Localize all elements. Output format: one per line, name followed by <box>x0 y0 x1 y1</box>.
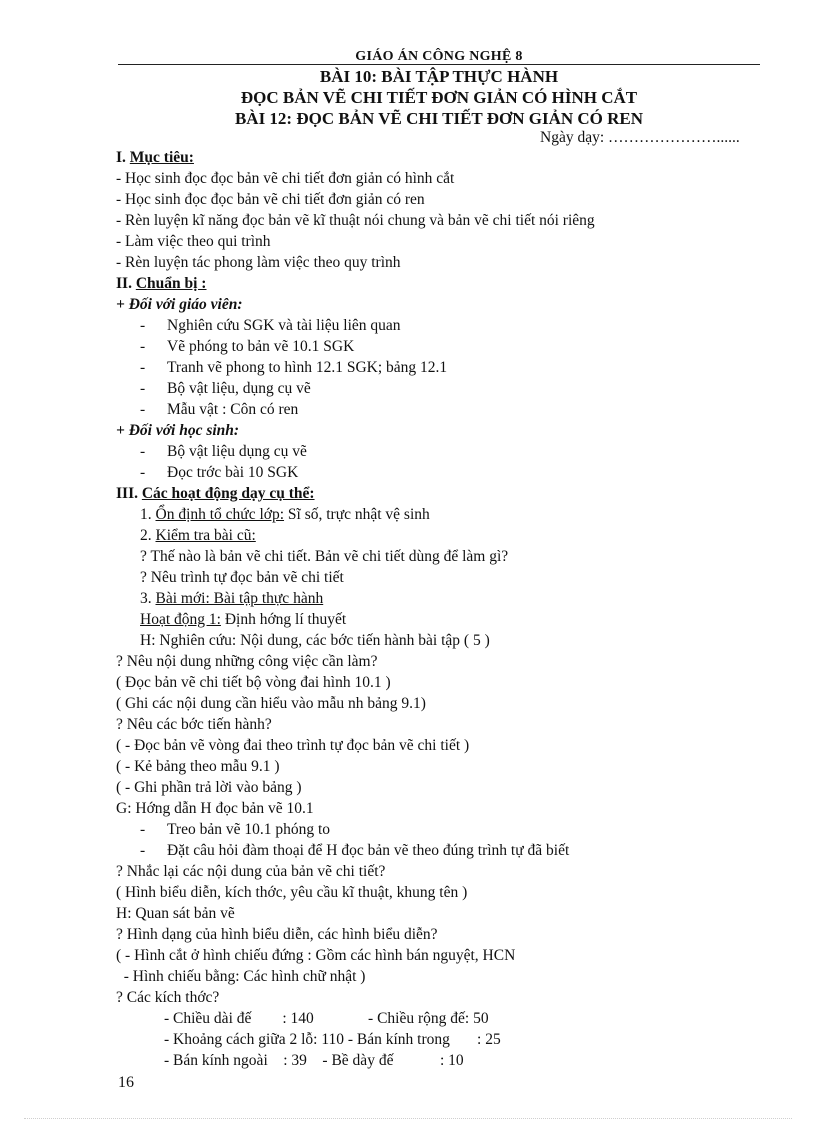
lesson-line: ( Ghi các nội dung cần hiểu vào mẫu nh bảng 9.1) <box>116 695 426 712</box>
teacher-item: - Nghiên cứu SGK và tài liệu liên quan <box>140 317 401 334</box>
student-item: - Bộ vật liệu dụng cụ vẽ <box>140 443 307 460</box>
objective-item: - Rèn luyện kĩ năng đọc bản vẽ kĩ thuật nói chung và bản vẽ chi tiết nói riêng <box>116 212 595 229</box>
section-3-title: Các hoạt động dạy cụ thể: <box>141 485 315 502</box>
page-header: GIÁO ÁN CÔNG NGHỆ 8 <box>355 49 523 64</box>
step-2: 2. Kiểm tra bài cũ: <box>140 527 256 544</box>
header-rule <box>118 64 760 65</box>
lesson-line: ? Nêu nội dung những công việc cần làm? <box>116 653 378 670</box>
student-task: H: Nghiên cứu: Nội dung, các bớc tiến hành bài tập ( 5 ) <box>140 632 490 649</box>
objective-item: - Rèn luyện tác phong làm việc theo quy trình <box>116 254 401 271</box>
teacher-item: - Bộ vật liệu, dụng cụ vẽ <box>140 380 311 397</box>
date-line: Ngày dạy: …………………...... <box>540 129 740 146</box>
section-1-heading <box>116 148 194 168</box>
section-3-heading <box>116 484 315 504</box>
lesson-line: ( Đọc bản vẽ chi tiết bộ vòng đai hình 10.1 ) <box>116 674 391 691</box>
teacher-item: - Tranh vẽ phong to hình 12.1 SGK; bảng 12.1 <box>140 359 448 376</box>
lesson-line: - Hình chiếu bằng: Các hình chữ nhật ) <box>116 968 366 985</box>
lesson-line: ? Các kích thớc? <box>116 989 220 1006</box>
review-question: ? Thế nào là bản vẽ chi tiết. Bản vẽ chi tiết dùng để làm gì? <box>140 548 509 565</box>
lesson-title-2: ĐỌC BẢN VẼ CHI TIẾT ĐƠN GIẢN CÓ HÌNH CẮT <box>240 88 638 107</box>
activity-1: Hoạt động 1: Định hớng lí thuyết <box>140 611 347 628</box>
step-3: 3. Bài mới: Bài tập thực hành <box>140 590 324 607</box>
teacher-heading: + Đối với giáo viên: <box>116 296 243 313</box>
section-2-title: Chuẩn bị : <box>135 275 207 292</box>
objective-item: - Học sinh đọc đọc bản vẽ chi tiết đơn giản có hình cắt <box>116 170 455 187</box>
teacher-item: - Mẫu vật : Côn có ren <box>140 401 299 418</box>
dimension-line: - Bán kính ngoài : 39 - Bề dày đế : 10 <box>164 1052 464 1069</box>
lesson-line: H: Quan sát bản vẽ <box>116 905 235 922</box>
lesson-line: ( - Đọc bản vẽ vòng đai theo trình tự đọc bản vẽ chi tiết ) <box>116 737 470 754</box>
page-bottom-divider <box>24 1118 792 1119</box>
review-question: ? Nêu trình tự đọc bản vẽ chi tiết <box>140 569 344 586</box>
lesson-line: ? Hình dạng của hình biểu diễn, các hình biểu diễn? <box>116 926 438 943</box>
section-1-number: I. <box>116 149 130 166</box>
lesson-line: ( - Kẻ bảng theo mẫu 9.1 ) <box>116 758 280 775</box>
lesson-line: G: Hớng dẫn H đọc bản vẽ 10.1 <box>116 800 314 817</box>
section-3-number: III. <box>116 485 142 502</box>
guide-item: - Đặt câu hỏi đàm thoại để H đọc bản vẽ theo đúng trình tự đã biết <box>140 842 570 859</box>
lesson-line: ( - Ghi phần trả lời vào bảng ) <box>116 779 302 796</box>
section-2-heading <box>116 274 206 294</box>
dimension-line: - Chiều dài đế : 140 - Chiều rộng đế: 50 <box>164 1010 489 1027</box>
guide-item: - Treo bản vẽ 10.1 phóng to <box>140 821 331 838</box>
student-heading: + Đối với học sinh: <box>116 422 240 439</box>
page-number: 16 <box>118 1074 134 1091</box>
lesson-title-1: BÀI 10: BÀI TẬP THỰC HÀNH <box>319 67 559 86</box>
lesson-line: ? Nhắc lại các nội dung của bản vẽ chi tiết? <box>116 863 386 880</box>
student-item: - Đọc trớc bài 10 SGK <box>140 464 299 481</box>
objective-item: - Học sinh đọc đọc bản vẽ chi tiết đơn giản có ren <box>116 191 425 208</box>
lesson-line: ? Nêu các bớc tiến hành? <box>116 716 272 733</box>
objective-item: - Làm việc theo qui trình <box>116 233 271 250</box>
dimension-line: - Khoảng cách giữa 2 lỗ: 110 - Bán kính trong : 25 <box>164 1031 501 1048</box>
section-1-title: Mục tiêu: <box>129 149 194 166</box>
lesson-line: ( - Hình cắt ở hình chiếu đứng : Gồm các hình bán nguyệt, HCN <box>116 947 516 964</box>
lesson-title-3: BÀI 12: ĐỌC BẢN VẼ CHI TIẾT ĐƠN GIẢN CÓ REN <box>234 109 644 128</box>
step-1: 1. Ổn định tổ chức lớp: Sĩ số, trực nhật vệ sinh <box>140 506 430 523</box>
section-2-number: II. <box>116 275 136 292</box>
lesson-line: ( Hình biểu diễn, kích thớc, yêu cầu kĩ thuật, khung tên ) <box>116 884 468 901</box>
teacher-item: - Vẽ phóng to bản vẽ 10.1 SGK <box>140 338 355 355</box>
